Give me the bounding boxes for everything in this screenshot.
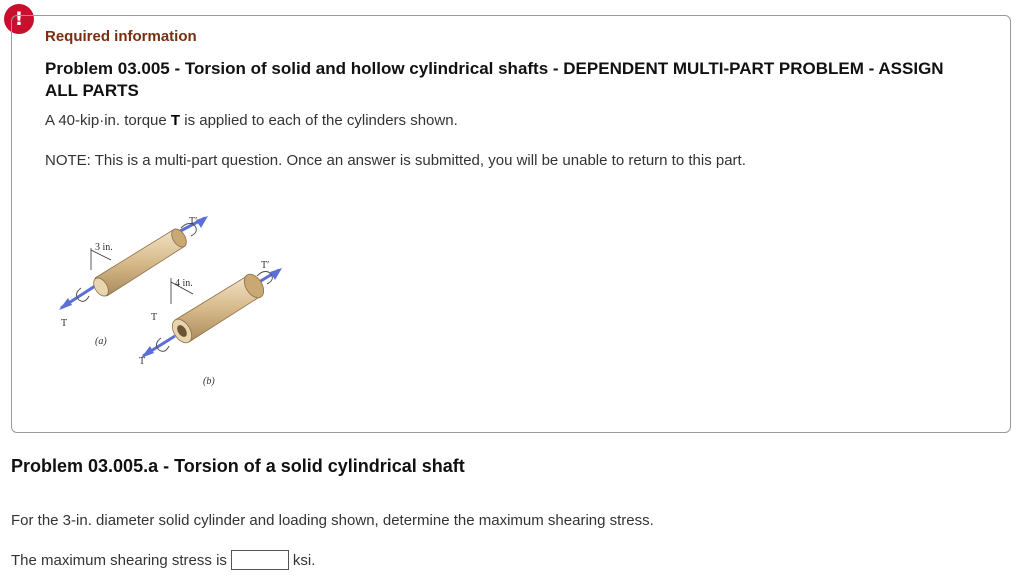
answer-unit: ksi. xyxy=(292,551,316,569)
part-question: For the 3-in. diameter solid cylinder and loading shown, determine the maximum shearing stress. xyxy=(11,512,654,529)
dimension-label-a: 3 in. xyxy=(95,242,113,253)
torque-label-b-right: T′ xyxy=(261,260,270,271)
torque-symbol: T xyxy=(170,112,181,129)
required-info-heading: Required information xyxy=(45,28,197,45)
max-shear-stress-input[interactable] xyxy=(231,550,289,570)
torque-statement xyxy=(45,112,458,129)
note-text: NOTE: This is a multi-part question. Once an answer is submitted, you will be unable to return to this part. xyxy=(45,152,746,169)
torque-label-b-lower: T xyxy=(139,356,146,367)
torque-label-a-right: T′ xyxy=(189,216,198,227)
torque-label-b-upper: T xyxy=(151,312,158,323)
torque-statement-suffix: is applied to each of the cylinders shown. xyxy=(180,112,458,129)
torque-label-a-left: T xyxy=(61,318,68,329)
dimension-label-b: 4 in. xyxy=(175,278,193,289)
answer-prefix: The maximum shearing stress is xyxy=(11,551,227,569)
answer-row xyxy=(11,550,315,570)
figure-label-a: (a) xyxy=(95,336,107,347)
cylinders-figure xyxy=(53,208,293,398)
problem-title: Problem 03.005 - Torsion of solid and hollow cylindrical shafts - DEPENDENT MULTI-PART PROBLEM - ASSIGN ALL PARTS xyxy=(45,59,944,100)
hollow-cylinder-b xyxy=(139,260,282,387)
torque-arrowhead-b-right xyxy=(270,268,282,280)
figure-label-b: (b) xyxy=(203,376,215,387)
torque-statement-prefix: A 40-kip·in. torque xyxy=(45,112,171,129)
torque-arrowhead-a-right xyxy=(196,216,208,228)
torque-arrowhead-a-left xyxy=(59,298,72,310)
part-title: Problem 03.005.a - Torsion of a solid cylindrical shaft xyxy=(11,456,465,476)
alert-icon: ! xyxy=(4,4,34,34)
